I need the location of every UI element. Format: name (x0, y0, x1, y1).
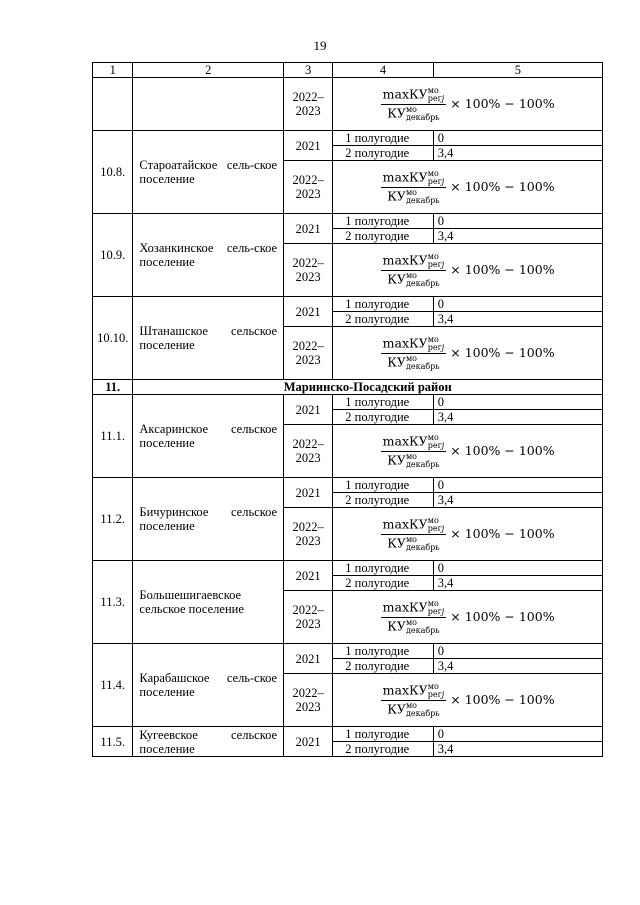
numerator-sub (428, 691, 445, 699)
denominator-indices (406, 272, 440, 288)
formula-numerator (381, 87, 447, 105)
continuation-num-cell (93, 78, 133, 131)
numerator-text: maxКУ (382, 516, 428, 531)
numerator-text: maxКУ (382, 433, 428, 448)
numerator-text: maxКУ (382, 86, 428, 101)
formula-numerator (381, 600, 447, 618)
formula-rest: × 100% − 100% (450, 262, 555, 277)
denominator-sup: мо (405, 451, 417, 461)
value-half-2: 3,4 (433, 229, 602, 244)
denominator-indices (406, 453, 440, 469)
settlement-row (93, 131, 603, 146)
denominator-sub: декабрь (405, 112, 440, 122)
header-col-1: 1 (93, 63, 133, 78)
year-range-cell: 2022–2023 (284, 674, 333, 727)
numerator-sub-j: j (441, 440, 445, 450)
year-range-cell: 2022–2023 (284, 78, 333, 131)
numerator-sub-text: рег (427, 93, 442, 103)
data-table (92, 62, 603, 757)
year-cell: 2021 (284, 214, 333, 244)
numerator-text: maxКУ (382, 599, 428, 614)
denominator-sub: декабрь (405, 278, 440, 288)
formula-cell (333, 327, 603, 380)
formula-numerator (381, 336, 447, 354)
header-col-5: 5 (433, 63, 602, 78)
formula (337, 434, 598, 469)
half-year-1: 1 полугодие (333, 644, 433, 659)
numerator-sub-j: j (441, 176, 445, 186)
settlement-row (93, 395, 603, 410)
row-number: 11.2. (93, 478, 133, 561)
formula (337, 170, 598, 205)
settlement-name: Штанашское сельское поселение (133, 297, 284, 380)
value-half-2: 3,4 (433, 146, 602, 161)
numerator-sub-j: j (441, 259, 445, 269)
district-row (93, 380, 603, 395)
formula-cell (333, 161, 603, 214)
numerator-sup: мо (427, 515, 439, 525)
denominator-text: КУ (387, 354, 406, 369)
numerator-sub-text: рег (427, 523, 442, 533)
denominator-sup: мо (405, 187, 417, 197)
numerator-sup: мо (427, 168, 439, 178)
row-number: 11.5. (93, 727, 133, 757)
value-half-1: 0 (433, 214, 602, 229)
half-year-1: 1 полугодие (333, 395, 433, 410)
denominator-sub: декабрь (405, 542, 440, 552)
formula-fraction (381, 600, 447, 635)
formula-fraction (381, 517, 447, 552)
header-col-3: 3 (284, 63, 333, 78)
settlement-name: Большешигаевское сельское поселение (133, 561, 284, 644)
denominator-text: КУ (387, 271, 406, 286)
formula-cell (333, 591, 603, 644)
formula-denominator (385, 105, 441, 122)
numerator-sup: мо (427, 334, 439, 344)
numerator-indices (428, 336, 445, 352)
numerator-sub (428, 525, 445, 533)
denominator-sub: декабрь (405, 361, 440, 371)
value-half-2: 3,4 (433, 576, 602, 591)
denominator-sup: мо (405, 617, 417, 627)
numerator-sub-j: j (441, 689, 445, 699)
formula-rest: × 100% − 100% (450, 692, 555, 707)
denominator-sup: мо (405, 270, 417, 280)
formula-cell (333, 425, 603, 478)
denominator-sup: мо (405, 534, 417, 544)
row-number: 10.9. (93, 214, 133, 297)
half-year-1: 1 полугодие (333, 478, 433, 493)
numerator-indices (428, 517, 445, 533)
formula-rest: × 100% − 100% (450, 443, 555, 458)
denominator-indices (406, 619, 440, 635)
settlement-name: Кугеевское сельское поселение (133, 727, 284, 757)
denominator-text: КУ (387, 535, 406, 550)
value-half-1: 0 (433, 561, 602, 576)
denominator-text: КУ (387, 618, 406, 633)
formula-rest: × 100% − 100% (450, 609, 555, 624)
half-year-1: 1 полугодие (333, 297, 433, 312)
half-year-2: 2 полугодие (333, 742, 433, 757)
formula-fraction (381, 683, 447, 718)
row-number: 11.1. (93, 395, 133, 478)
year-cell: 2021 (284, 297, 333, 327)
year-range-cell: 2022–2023 (284, 327, 333, 380)
settlement-row (93, 561, 603, 576)
numerator-indices (428, 600, 445, 616)
settlement-name: Аксаринское сельское поселение (133, 395, 284, 478)
denominator-text: КУ (387, 188, 406, 203)
denominator-indices (406, 355, 440, 371)
formula-fraction (381, 170, 447, 205)
numerator-sup: мо (427, 681, 439, 691)
half-year-2: 2 полугодие (333, 659, 433, 674)
numerator-indices (428, 434, 445, 450)
numerator-sub (428, 608, 445, 616)
formula-numerator (381, 683, 447, 701)
denominator-indices (406, 106, 440, 122)
denominator-text: КУ (387, 701, 406, 716)
denominator-sup: мо (405, 700, 417, 710)
numerator-indices (428, 87, 445, 103)
denominator-sub: декабрь (405, 625, 440, 635)
year-range-cell: 2022–2023 (284, 508, 333, 561)
row-number: 11.4. (93, 644, 133, 727)
year-cell: 2021 (284, 727, 333, 757)
numerator-sub-text: рег (427, 689, 442, 699)
denominator-sub: декабрь (405, 459, 440, 469)
numerator-text: maxКУ (382, 682, 428, 697)
settlement-row (93, 644, 603, 659)
half-year-2: 2 полугодие (333, 229, 433, 244)
numerator-sub-j: j (441, 606, 445, 616)
formula-denominator (385, 701, 441, 718)
numerator-text: maxКУ (382, 252, 428, 267)
settlement-row (93, 297, 603, 312)
row-number: 10.10. (93, 297, 133, 380)
header-col-2: 2 (133, 63, 284, 78)
settlement-name: Староатайское сель-ское поселение (133, 131, 284, 214)
formula-numerator (381, 253, 447, 271)
value-half-1: 0 (433, 727, 602, 742)
formula-denominator (385, 618, 441, 635)
formula-rest: × 100% − 100% (450, 179, 555, 194)
formula-denominator (385, 354, 441, 371)
formula (337, 683, 598, 718)
formula (337, 336, 598, 371)
numerator-text: maxКУ (382, 169, 428, 184)
numerator-sub-text: рег (427, 176, 442, 186)
half-year-2: 2 полугодие (333, 312, 433, 327)
year-cell: 2021 (284, 561, 333, 591)
formula-cell (333, 78, 603, 131)
value-half-1: 0 (433, 478, 602, 493)
formula-denominator (385, 452, 441, 469)
denominator-indices (406, 702, 440, 718)
numerator-indices (428, 170, 445, 186)
settlement-name: Бичуринское сельское поселение (133, 478, 284, 561)
numerator-sub-j: j (441, 93, 445, 103)
settlement-name: Карабашское сель-ское поселение (133, 644, 284, 727)
numerator-sub (428, 261, 445, 269)
numerator-sup: мо (427, 598, 439, 608)
half-year-1: 1 полугодие (333, 131, 433, 146)
half-year-2: 2 полугодие (333, 410, 433, 425)
formula-rest: × 100% − 100% (450, 526, 555, 541)
value-half-2: 3,4 (433, 493, 602, 508)
page-number: 19 (313, 38, 327, 53)
formula (337, 253, 598, 288)
year-cell: 2021 (284, 644, 333, 674)
denominator-sub: декабрь (405, 195, 440, 205)
formula-fraction (381, 253, 447, 288)
value-half-1: 0 (433, 644, 602, 659)
denominator-sup: мо (405, 353, 417, 363)
row-number: 11.3. (93, 561, 133, 644)
header-col-4: 4 (333, 63, 433, 78)
numerator-sub-j: j (441, 523, 445, 533)
numerator-sub-text: рег (427, 342, 442, 352)
numerator-text: maxКУ (382, 335, 428, 350)
settlement-row (93, 478, 603, 493)
value-half-1: 0 (433, 131, 602, 146)
year-range-cell: 2022–2023 (284, 591, 333, 644)
half-year-2: 2 полугодие (333, 493, 433, 508)
year-range-cell: 2022–2023 (284, 161, 333, 214)
numerator-sub (428, 178, 445, 186)
half-year-2: 2 полугодие (333, 576, 433, 591)
numerator-sub (428, 442, 445, 450)
half-year-1: 1 полугодие (333, 727, 433, 742)
year-range-cell: 2022–2023 (284, 244, 333, 297)
formula-numerator (381, 170, 447, 188)
year-cell: 2021 (284, 395, 333, 425)
continuation-name-cell (133, 78, 284, 131)
year-range-cell: 2022–2023 (284, 425, 333, 478)
value-half-1: 0 (433, 297, 602, 312)
formula-numerator (381, 517, 447, 535)
formula-fraction (381, 434, 447, 469)
numerator-sub-j: j (441, 342, 445, 352)
numerator-sup: мо (427, 251, 439, 261)
value-half-2: 3,4 (433, 312, 602, 327)
formula-fraction (381, 336, 447, 371)
settlement-row (93, 214, 603, 229)
year-cell: 2021 (284, 131, 333, 161)
row-number: 10.8. (93, 131, 133, 214)
formula-denominator (385, 188, 441, 205)
formula (337, 87, 598, 122)
numerator-indices (428, 253, 445, 269)
year-cell: 2021 (284, 478, 333, 508)
formula (337, 517, 598, 552)
denominator-text: КУ (387, 105, 406, 120)
formula-numerator (381, 434, 447, 452)
formula-cell (333, 674, 603, 727)
value-half-2: 3,4 (433, 742, 602, 757)
formula-rest: × 100% − 100% (450, 96, 555, 111)
half-year-1: 1 полугодие (333, 561, 433, 576)
formula-cell (333, 508, 603, 561)
denominator-text: КУ (387, 452, 406, 467)
denominator-indices (406, 536, 440, 552)
value-half-2: 3,4 (433, 659, 602, 674)
half-year-1: 1 полугодие (333, 214, 433, 229)
formula-denominator (385, 535, 441, 552)
numerator-indices (428, 683, 445, 699)
denominator-indices (406, 189, 440, 205)
numerator-sub-text: рег (427, 606, 442, 616)
settlement-row (93, 727, 603, 742)
value-half-2: 3,4 (433, 410, 602, 425)
denominator-sub: декабрь (405, 708, 440, 718)
formula-rest: × 100% − 100% (450, 345, 555, 360)
formula (337, 600, 598, 635)
numerator-sub-text: рег (427, 259, 442, 269)
table-header-row (93, 63, 603, 78)
continuation-row (93, 78, 603, 131)
formula-fraction (381, 87, 447, 122)
formula-denominator (385, 271, 441, 288)
settlement-name: Хозанкинское сель-ское поселение (133, 214, 284, 297)
value-half-1: 0 (433, 395, 602, 410)
numerator-sup: мо (427, 85, 439, 95)
half-year-2: 2 полугодие (333, 146, 433, 161)
numerator-sub-text: рег (427, 440, 442, 450)
formula-cell (333, 244, 603, 297)
numerator-sub (428, 95, 445, 103)
district-number: 11. (93, 380, 133, 395)
numerator-sup: мо (427, 432, 439, 442)
numerator-sub (428, 344, 445, 352)
district-name: Мариинско-Посадский район (133, 380, 603, 395)
denominator-sup: мо (405, 104, 417, 114)
